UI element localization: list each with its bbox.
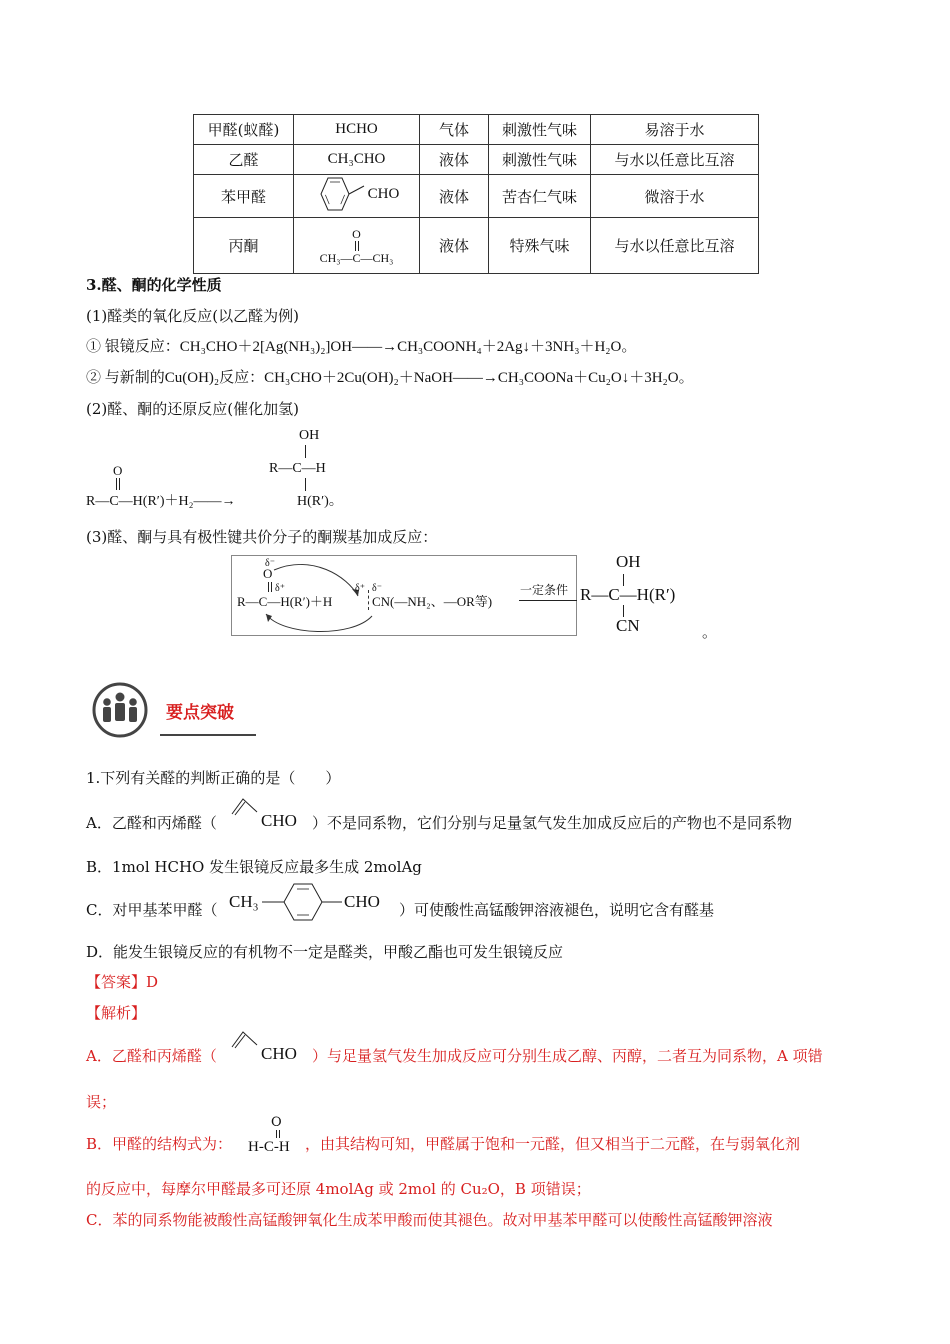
- aldehyde-properties-table: [193, 114, 759, 274]
- para-benzene-icon: [262, 880, 344, 926]
- reduction-product-h: H(R′)。: [297, 494, 343, 509]
- table-cell-solubility: 与水以任意比互溶: [591, 145, 759, 175]
- key-points-heading: 要点突破: [166, 703, 234, 723]
- table-cell-name: 乙醛: [194, 145, 294, 175]
- table-cell-formula-benzaldehyde: [294, 175, 420, 218]
- table-row: [194, 145, 759, 175]
- heading-underline: [160, 734, 256, 736]
- question-stem: 1.下列有关醛的判断正确的是（ ）: [86, 769, 341, 787]
- addition-reactant: R—C—H(R′)＋H: [237, 594, 333, 609]
- paragraph-addition: (3)醛、酮与具有极性键共价分子的酮羰基加成反应：: [86, 528, 438, 546]
- table-cell-formula-acetone: [294, 218, 420, 274]
- table-row: [194, 218, 759, 274]
- people-group-icon: [90, 682, 152, 738]
- delta-minus-oxygen: δ⁻: [265, 558, 275, 569]
- vinyl-group-icon: [229, 796, 261, 818]
- analysis-a-prefix: A．乙醛和丙烯醛（: [86, 1047, 217, 1065]
- table-cell-solubility: 与水以任意比互溶: [591, 218, 759, 274]
- option-c-cho: CHO: [344, 892, 380, 911]
- double-bond-icon: [116, 478, 117, 490]
- option-a-prefix: A．乙醛和丙烯醛（: [86, 814, 217, 832]
- table-cell-odor: 特殊气味: [489, 218, 591, 274]
- table-cell-odor: 刺激性气味: [489, 115, 591, 145]
- reaction-condition: 一定条件: [520, 583, 569, 597]
- analysis-c: C．苯的同系物能被酸性高锰酸钾氧化生成苯甲酸而使其褪色。故对甲基苯甲醛可以使酸性高锰酸钾溶液: [86, 1211, 773, 1229]
- option-c-text: ）可使酸性高锰酸钾溶液褪色，说明它含有醛基: [399, 901, 715, 919]
- option-b: B．1mol HCHO 发生银镜反应最多生成 2molAg: [86, 858, 422, 876]
- cho-group: CHO: [367, 185, 400, 202]
- option-a-text: ）不是同系物，它们分别与足量氢气发生加成反应后的产物也不是同系物: [312, 814, 793, 832]
- answer-label: 【答案】D: [86, 973, 159, 991]
- table-cell-formula: HCHO: [294, 115, 420, 145]
- bond-split-icon: [368, 590, 369, 610]
- analysis-b-text: ，由其结构可知，甲醛属于饱和一元醛，但又相当于二元醛，在与弱氧化剂: [305, 1135, 801, 1153]
- reduction-oxygen: O: [113, 463, 123, 478]
- analysis-a-continued: 误；: [86, 1093, 117, 1111]
- table-cell-name: 丙酮: [194, 218, 294, 274]
- addition-reagent: CN(—NH₂、—OR等): [372, 594, 493, 609]
- delta-plus-carbon: δ⁺: [275, 583, 285, 594]
- double-bond-icon: [268, 582, 269, 592]
- table-cell-state: 液体: [420, 145, 489, 175]
- option-d: D．能发生银镜反应的有机物不一定是醛类，甲酸乙酯也可发生银镜反应: [86, 943, 564, 961]
- single-bond-icon: [305, 478, 306, 491]
- table-cell-name: 甲醛(蚁醛): [194, 115, 294, 145]
- analysis-a-text: ）与足量氢气发生加成反应可分别生成乙醇、丙醇，二者互为同系物，A 项错: [312, 1047, 823, 1065]
- option-c-ch3: CH₃: [229, 892, 259, 911]
- table-cell-state: 液体: [420, 218, 489, 274]
- table-cell-state: 气体: [420, 115, 489, 145]
- analysis-b-prefix: B．甲醛的结构式为：: [86, 1135, 233, 1153]
- reduction-oh: OH: [299, 428, 320, 443]
- vinyl-group-icon: [229, 1029, 261, 1051]
- option-a-cho: CHO: [261, 811, 297, 830]
- acetone-chain: CH₃—C—CH₃: [319, 250, 394, 265]
- addition-product-chain: R—C—H(R′): [580, 585, 676, 604]
- delta-plus-hydrogen: δ⁺: [355, 583, 365, 594]
- benzene-ring-icon: [314, 176, 366, 212]
- reaction-copper-hydroxide: ② 与新制的Cu(OH)₂反应：CH₃CHO＋2Cu(OH)₂＋NaOH——→CH₃COONa＋Cu₂O↓＋3H₂O。: [86, 370, 694, 386]
- single-bond-icon: [305, 445, 306, 458]
- table-cell-formula: CH₃CHO: [294, 145, 420, 175]
- addition-oxygen: O: [263, 566, 273, 581]
- section-title: 3.醛、酮的化学性质: [86, 276, 222, 294]
- table-cell-solubility: 微溶于水: [591, 175, 759, 218]
- table-cell-odor: 刺激性气味: [489, 145, 591, 175]
- reaction-arrow-icon: [519, 600, 577, 601]
- reduction-product-chain: R—C—H: [269, 461, 326, 476]
- table-row: [194, 115, 759, 145]
- reduction-reactant: R—C—H(R′)＋H₂——→: [86, 494, 236, 509]
- reaction-silver-mirror: ① 银镜反应：CH₃CHO＋2[Ag(NH₃)₂]OH——→CH₃COONH₄＋2Ag↓＋3NH₃＋H₂O。: [86, 339, 637, 355]
- table-cell-solubility: 易溶于水: [591, 115, 759, 145]
- analysis-b-continued: 的反应中，每摩尔甲醛最多可还原 4molAg 或 2mol 的 Cu₂O，B 项错误；: [86, 1180, 591, 1198]
- addition-product-cn: CN: [616, 616, 640, 635]
- paragraph-reduction: (2)醛、酮的还原反应(催化加氢): [86, 400, 299, 418]
- table-cell-name: 苯甲醛: [194, 175, 294, 218]
- table-row: [194, 175, 759, 218]
- table-cell-odor: 苦杏仁气味: [489, 175, 591, 218]
- analysis-label: 【解析】: [86, 1004, 147, 1022]
- acetone-oxygen: O: [352, 226, 361, 241]
- table-cell-state: 液体: [420, 175, 489, 218]
- formaldehyde-oxygen: O: [271, 1115, 282, 1130]
- double-bond-icon: [355, 241, 356, 251]
- formaldehyde-structure: H-C-H: [248, 1139, 290, 1155]
- addition-period: 。: [702, 623, 718, 641]
- delta-minus-cn: δ⁻: [372, 583, 382, 594]
- addition-product-oh: OH: [616, 552, 641, 571]
- option-c-prefix: C．对甲基苯甲醛（: [86, 901, 218, 919]
- analysis-a-cho: CHO: [261, 1044, 297, 1063]
- paragraph-oxidation: (1)醛类的氧化反应(以乙醛为例): [86, 307, 299, 325]
